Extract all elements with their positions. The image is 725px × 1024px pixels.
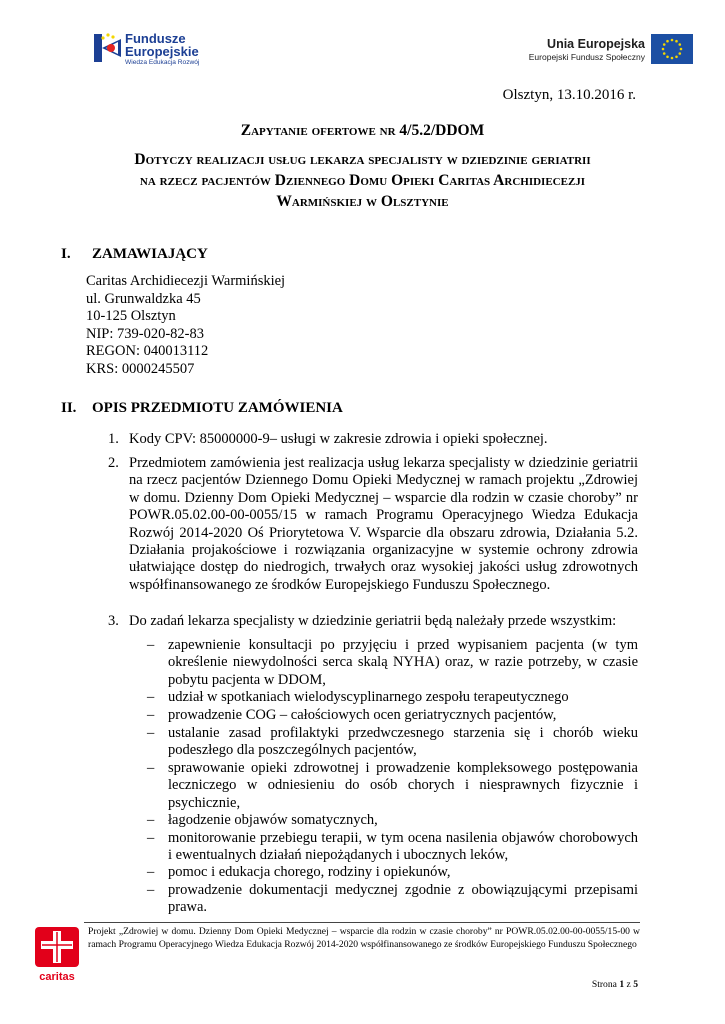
address-line: 10-125 Olsztyn (86, 308, 176, 324)
section-2-heading (61, 400, 343, 417)
list-item (108, 613, 638, 630)
duty-bullet (147, 830, 638, 865)
list-item-number: 2. (108, 455, 119, 471)
page-current: 1 (619, 979, 625, 990)
caritas-logo-icon (33, 925, 81, 983)
duty-bullet (147, 882, 638, 917)
page-separator: z (626, 979, 631, 990)
section-2-title: OPIS PRZEDMIOTU ZAMÓWIENIA (92, 400, 343, 416)
duty-text: ustalanie zasad profilaktyki przedwczesnego starzenia się i chorób wieku podeszłego dla poszczególnych pacjentów, (168, 725, 638, 759)
eu-logo-text (529, 37, 645, 63)
footer-divider (84, 922, 640, 923)
fe-star-icon (94, 31, 122, 65)
section-1-title: ZAMAWIAJĄCY (92, 246, 208, 262)
section-1-heading (61, 246, 208, 263)
subject-line-1: Dotyczy realizacji usług lekarza specjalisty w dziedzinie geriatrii (134, 151, 591, 168)
address-line: Caritas Archidiecezji Warmińskiej (86, 273, 286, 289)
fundusze-europejskie-logo (94, 31, 214, 67)
dash-marker: – (147, 830, 155, 846)
project-footer-text: Projekt „Zdrowiej w domu. Dzienny Dom Opieki Medycznej – wsparcie dla rodzin w czasie choroby” nr POWR.05.02.00-00-0055/15-00 w ramach Programu Operacyjnego Wiedza Edukacja Rozwój 2014-2020 współfinansowanego ze środków Europejskiego Funduszu Społecznego (88, 926, 640, 950)
duty-text: łagodzenie objawów somatycznych, (168, 812, 378, 828)
page-label: Strona (591, 979, 617, 990)
address-line: ul. Grunwaldzka 45 (86, 290, 201, 307)
address-line: KRS: 0000245507 (86, 360, 195, 377)
duty-text: zapewnienie konsultacji po przyjęciu i przed wypisaniem pacjenta (w tym określenie niewydolności serca skalą NYHA) oraz, w razie potrzeby, w czasie pobytu pacjenta w DDOM, (168, 637, 638, 688)
address-line: REGON: 040013112 (86, 343, 209, 359)
page-number (592, 979, 638, 990)
list-item-text: Do zadań lekarza specjalisty w dziedzinie geriatrii będą należały przede wszystkim: (129, 613, 617, 629)
fe-logo-line2: Europejskie (125, 44, 199, 59)
duty-bullet (147, 637, 638, 689)
duty-text: prowadzenie dokumentacji medycznej zgodnie z obowiązującymi przepisami prawa. (168, 882, 638, 916)
list-item-text: Przedmiotem zamówienia jest realizacja usług lekarza specjalisty w dziedzinie geriatrii na rzecz pacjentów Dziennego Domu Opieki Medycznej w ramach projektu „Zdrowiej w domu. Dzienny Dom Opieki Medycznej – wsparcie dla rodzin w czasie choroby” nr POWR.05.02.00-00-0055/15 w ramach Programu Operacyjnego Wiedza Edukacja Rozwój 2014-2020 Oś Priorytetowa V. Wsparcie dla obszaru zdrowia, Działania 5.2. Działania projakościowe i rozwiązania organizacyjne w systemie ochrony zdrowia ułatwiające dostęp do niedrogich, trwałych oraz wysokiej jakości usług zdrowotnych współfinansowanego ze środków Europejskiego Funduszu Społecznego. (129, 455, 638, 593)
duty-text: sprawowanie opieki zdrowotnej i prowadzenie kompleksowego postępowania leczniczego w odniesieniu do osób chorych i niesprawnych fizycznie i psychicznie, (168, 760, 638, 811)
duty-text: pomoc i edukacja chorego, rodziny i opiekunów, (168, 864, 451, 880)
duty-bullet (147, 689, 638, 706)
duty-text: monitorowanie przebiegu terapii, w tym ocena nasilenia objawów chorobowych i ewentualnych działań niepożądanych i ubocznych leków, (168, 830, 638, 864)
duty-bullet (147, 812, 638, 829)
list-item (108, 455, 638, 594)
dash-marker: – (147, 882, 155, 898)
list-item-text: Kody CPV: 85000000-9– usługi w zakresie zdrowia i opieki społecznej. (129, 431, 548, 447)
address-line: NIP: 739-020-82-83 (86, 325, 205, 342)
dash-marker: – (147, 812, 155, 828)
duty-text: udział w spotkaniach wielodyscyplinarnego zespołu terapeutycznego (168, 689, 569, 705)
caritas-wordmark: caritas (39, 971, 75, 983)
subject-line-2: na rzecz pacjentów Dziennego Domu Opieki Caritas Archidiecezji (139, 172, 586, 189)
duty-text: prowadzenie COG – całościowych ocen geriatrycznych pacjentów, (168, 707, 557, 723)
eu-logo-line1: Unia Europejska (547, 37, 645, 51)
document-date: Olsztyn, 13.10.2016 r. (502, 87, 636, 103)
fe-logo-line3: Wiedza Edukacja Rozwój (125, 59, 200, 66)
list-item (108, 431, 638, 448)
list-item-number: 1. (108, 431, 119, 447)
eu-logo-line2: Europejski Fundusz Społeczny (528, 52, 645, 62)
duty-bullet (147, 707, 638, 724)
duty-bullet (147, 864, 638, 881)
section-2-number: II. (61, 400, 77, 416)
list-item-number: 3. (108, 613, 119, 629)
dash-marker: – (147, 707, 155, 723)
fe-logo-line1: Fundusze (125, 31, 186, 46)
page-total: 5 (633, 979, 638, 990)
contracting-authority-address (86, 273, 285, 378)
eu-flag-icon (651, 34, 693, 64)
subject-line-3: Warmińskiej w Olsztynie (276, 193, 449, 210)
duty-bullet (147, 725, 638, 760)
dash-marker: – (147, 637, 155, 653)
dash-marker: – (147, 760, 155, 776)
dash-marker: – (147, 864, 155, 880)
section-1-number: I. (61, 246, 71, 262)
dash-marker: – (147, 689, 155, 705)
dash-marker: – (147, 725, 155, 741)
duty-bullet (147, 760, 638, 812)
inquiry-title: Zapytanie ofertowe nr 4/5.2/DDOM (240, 122, 485, 139)
